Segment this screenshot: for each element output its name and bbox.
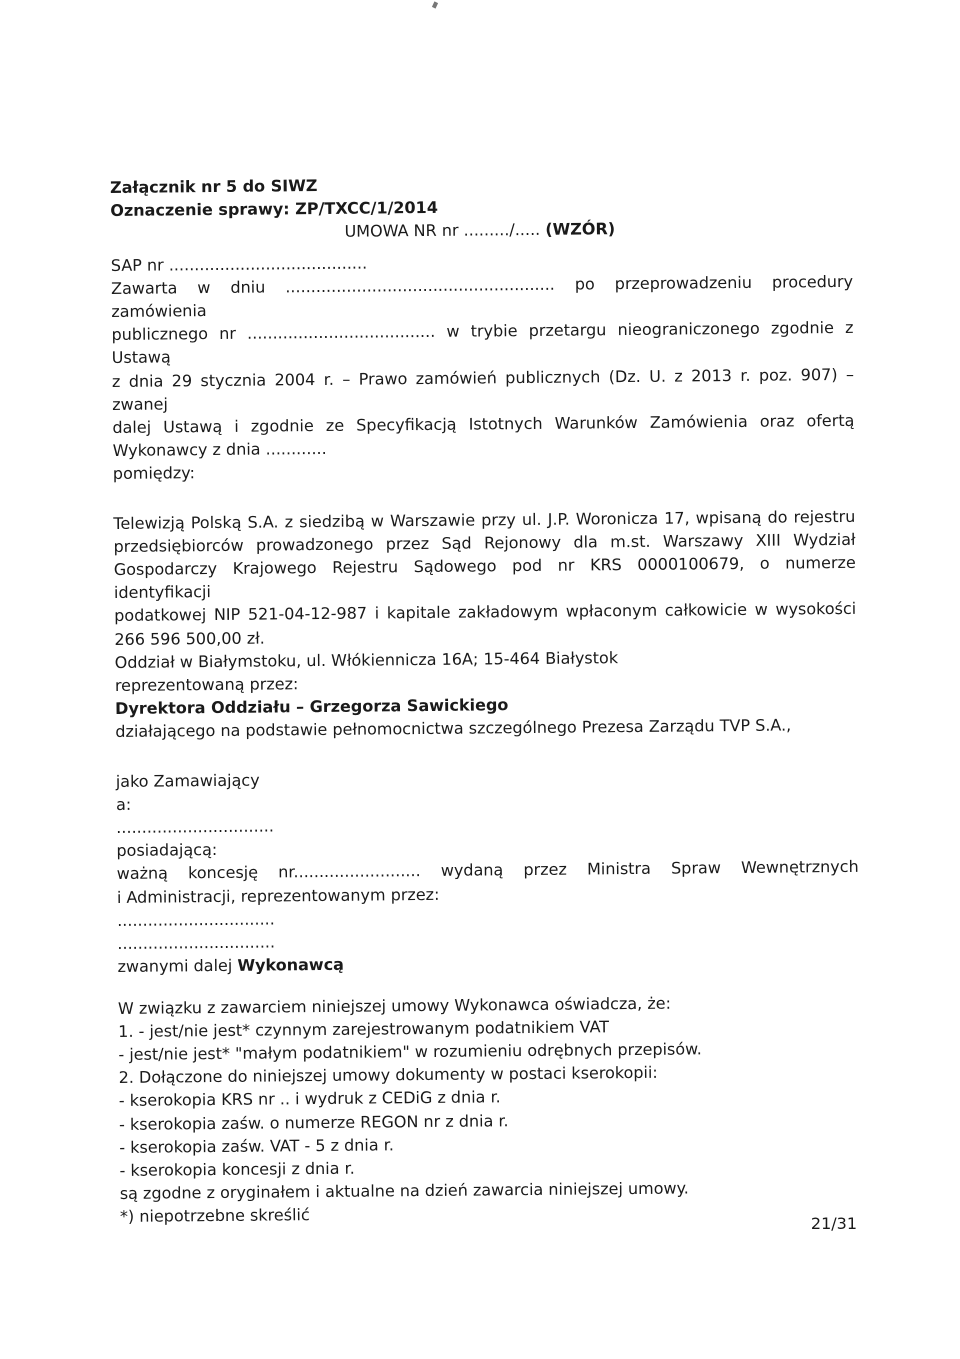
branch-address: Oddział w Białymstoku, ul. Włókiennicza 16A; 15-464 Białystok	[114, 648, 619, 672]
between-label: pomiędzy:	[112, 463, 196, 484]
offer-date-line: Wykonawcy z dnia ............	[112, 439, 327, 461]
contractor-name-blank: ...............................	[116, 816, 275, 838]
ordering-party-role: jako Zamawiający	[115, 770, 260, 791]
scan-mark	[432, 1, 438, 8]
company-line-2: przedsiębiorców prowadzonego przez Sąd Rejonowy dla m.st. Warszawy XIII Wydział	[113, 529, 856, 556]
law-reference-line: z dnia 29 stycznia 2004 r. – Prawo zamówień publicznych (Dz. U. z 2013 r. poz. 907) – zwanej	[111, 364, 855, 414]
authority-statement: działającego na podstawie pełnomocnictwa szczególnego Prezesa Zarządu TVP S.A.,	[115, 715, 792, 742]
declaration-item: 1. - jest/nie jest* czynnym zarejestrowanym podatnikiem VAT	[118, 1016, 610, 1041]
company-line-3: Gospodarczy Krajowego Rejestru Sądowego pod nr KRS 0000100679, o numerze identyfikacji	[113, 552, 856, 603]
company-line-4: podatkowej NIP 521-04-12-987 i kapitale zakładowym wpłaconym całkowicie w wysokości	[114, 599, 857, 626]
sap-number-line: SAP nr .......................................	[110, 253, 368, 275]
specification-line: dalej Ustawą i zgodnie ze Specyfikacją Istotnych Warunków Zamówienia oraz ofertą	[112, 410, 855, 438]
contractor-role-name: Wykonawcą	[237, 955, 345, 976]
representative-blank-1: ...............................	[117, 909, 275, 930]
company-line-1: Telewizją Polską S.A. z siedzibą w Warszawie przy ul. J.P. Woronicza 17, wpisaną do rejestru	[113, 506, 856, 533]
declaration-item: - kserokopia zaśw. o numerze REGON nr z dnia r.	[119, 1110, 509, 1134]
declaration-item: - kserokopia zaśw. VAT - 5 z dnia r.	[119, 1135, 394, 1157]
declaration-item: 2. Dołączone do niniejszej umowy dokumenty w postaci kserokopii:	[118, 1062, 658, 1088]
representative-blank-2: ...............................	[117, 932, 276, 954]
company-capital: 266 596 500,00 zł.	[114, 628, 265, 649]
license-line: ważną koncesję nr......................... wydaną przez Ministra Spraw Wewnętrznych	[116, 857, 859, 884]
having-label: posiadającą:	[116, 840, 218, 861]
declaration-item: są zgodne z oryginałem i aktualne na dzień zawarcia niniejszej umowy.	[119, 1178, 689, 1204]
declaration-item: - jest/nie jest* "małym podatnikiem" w rozumieniu odrębnych przepisów.	[118, 1039, 702, 1064]
contract-template-label: (WZÓR)	[545, 219, 616, 240]
administration-line: i Administracji, reprezentowanym przez:	[116, 884, 440, 907]
represented-by-label: reprezentowaną przez:	[114, 674, 299, 696]
and-label: a:	[115, 794, 132, 814]
concluded-on-line: Zawarta w dniu ..................................................... po przeprowadzeniu procedury zamówienia	[110, 271, 854, 322]
procurement-number-line: publicznego nr ..................................... w trybie przetargu nieograniczonego zgodnie z Ustawą	[111, 318, 854, 368]
contract-number: UMOWA NR nr ........./.....	[344, 220, 541, 242]
footnote: *) niepotrzebne skreślić	[119, 1205, 310, 1227]
declaration-intro: W związku z zawarciem niniejszej umowy Wykonawca oświadcza, że:	[117, 993, 672, 1018]
attachment-heading: Załącznik nr 5 do SIWZ	[110, 176, 318, 197]
page-number: 21/31	[810, 1214, 857, 1233]
contractor-role-prefix: zwanymi dalej	[117, 956, 233, 977]
declaration-item: - kserokopia koncesji z dnia r.	[119, 1158, 355, 1180]
case-reference: Oznaczenie sprawy: ZP/TXCC/1/2014	[110, 198, 438, 221]
branch-director: Dyrektora Oddziału – Grzegorza Sawickiego	[115, 695, 509, 719]
declaration-item: - kserokopia KRS nr .. i wydruk z CEDiG z dnia r.	[118, 1087, 501, 1111]
document-content	[110, 169, 862, 1229]
